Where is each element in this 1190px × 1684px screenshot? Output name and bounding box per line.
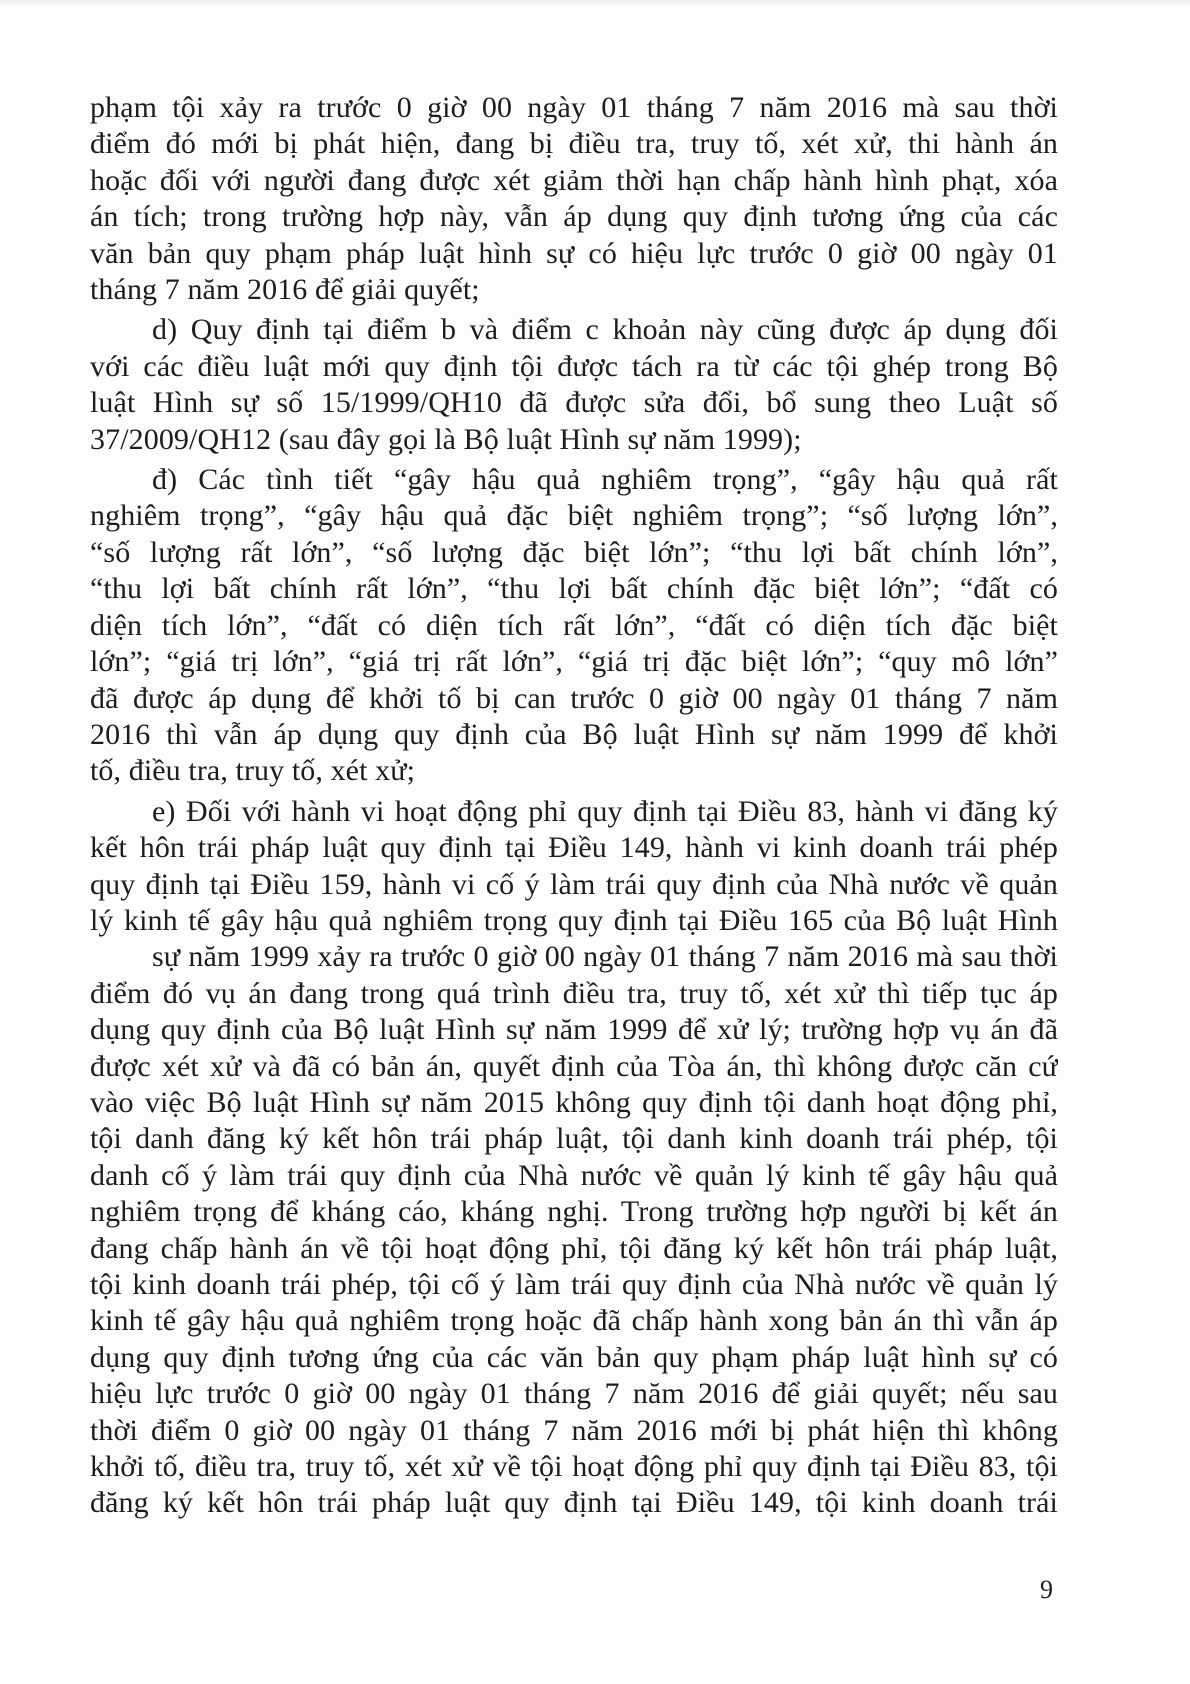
paragraph-continuation <box>90 90 1058 308</box>
text-line: được xét xử và đã có bản án, quyết định của Tòa án, thì không được căn cứ <box>90 1049 1058 1083</box>
text-line: danh cố ý làm trái quy định của Nhà nước về quản lý kinh tế gây hậu quả <box>90 1158 1058 1192</box>
text-line: sự năm 1999 xảy ra trước 0 giờ 00 ngày 01 tháng 7 năm 2016 mà sau thời <box>152 940 1058 974</box>
text-line: hoặc đối với người đang được xét giảm thời hạn chấp hành hình phạt, xóa <box>90 163 1058 197</box>
text-line: tội danh đăng ký kết hôn trái pháp luật, tội danh kinh doanh trái phép, tội <box>90 1122 1058 1156</box>
text-line: phạm tội xảy ra trước 0 giờ 00 ngày 01 tháng 7 năm 2016 mà sau thời <box>90 91 1058 124</box>
text-line: đã được áp dụng để khởi tố bị can trước 0 giờ 00 ngày 01 tháng 7 năm <box>90 681 1058 715</box>
text-line: lý kinh tế gây hậu quả nghiêm trọng quy định tại Điều 165 của Bộ luật Hình <box>90 903 1058 937</box>
text-line: hiệu lực trước 0 giờ 00 ngày 01 tháng 7 năm 2016 để giải quyết; nếu sau <box>90 1377 1058 1411</box>
text-line: tháng 7 năm 2016 để giải quyết; <box>90 273 480 307</box>
text-line: thời điểm 0 giờ 00 ngày 01 tháng 7 năm 2016 mới bị phát hiện thì không <box>90 1413 1058 1447</box>
text-line: văn bản quy phạm pháp luật hình sự có hiệu lực trước 0 giờ 00 ngày 01 <box>90 236 1058 270</box>
text-line: đ) Các tình tiết “gây hậu quả nghiêm trọng”, “gây hậu quả rất <box>152 463 1058 497</box>
text-line: khởi tố, điều tra, truy tố, xét xử về tội hoạt động phỉ quy định tại Điều 83, tội <box>90 1450 1058 1484</box>
text-line: luật Hình sự số 15/1999/QH10 đã được sửa đổi, bổ sung theo Luật số <box>90 386 1058 420</box>
text-line: tội kinh doanh trái phép, tội cố ý làm trái quy định của Nhà nước về quản lý <box>90 1268 1058 1301</box>
text-line: nghiêm trọng”, “gây hậu quả đặc biệt nghiêm trọng”; “số lượng lớn”, <box>90 499 1058 533</box>
paragraph-item-d <box>90 312 1058 458</box>
paragraph-item-e <box>90 794 1058 1522</box>
text-line: nghiêm trọng để kháng cáo, kháng nghị. Trong trường hợp người bị kết án <box>90 1195 1058 1229</box>
text-line: dụng quy định tương ứng của các văn bản quy phạm pháp luật hình sự có <box>90 1340 1058 1374</box>
text-line: án tích; trong trường hợp này, vẫn áp dụng quy định tương ứng của các <box>90 200 1058 234</box>
scan-top-edge <box>0 0 1190 8</box>
text-line: đang chấp hành án về tội hoạt động phỉ, tội đăng ký kết hôn trái pháp luật, <box>90 1231 1058 1265</box>
text-line: 37/2009/QH12 (sau đây gọi là Bộ luật Hình sự năm 1999); <box>90 422 802 456</box>
text-line: 2016 thì vẫn áp dụng quy định của Bộ luật Hình sự năm 1999 để khởi <box>90 717 1058 751</box>
text-line: e) Đối với hành vi hoạt động phỉ quy định tại Điều 83, hành vi đăng ký <box>152 794 1058 828</box>
text-line: đăng ký kết hôn trái pháp luật quy định tại Điều 149, tội kinh doanh trái <box>90 1486 1058 1520</box>
body-text <box>90 90 1058 1522</box>
paragraph-item-dd <box>90 462 1058 790</box>
text-line: kinh tế gây hậu quả nghiêm trọng hoặc đã chấp hành xong bản án thì vẫn áp <box>90 1304 1058 1338</box>
text-line: dụng quy định của Bộ luật Hình sự năm 1999 để xử lý; trường hợp vụ án đã <box>90 1013 1058 1047</box>
text-line: vào việc Bộ luật Hình sự năm 2015 không quy định tội danh hoạt động phỉ, <box>90 1085 1058 1119</box>
text-line: “thu lợi bất chính rất lớn”, “thu lợi bất chính đặc biệt lớn”; “đất có <box>90 572 1058 606</box>
text-line: với các điều luật mới quy định tội được tách ra từ các tội ghép trong Bộ <box>90 349 1058 383</box>
text-line: điểm đó vụ án đang trong quá trình điều tra, truy tố, xét xử thì tiếp tục áp <box>90 976 1058 1010</box>
text-line: tố, điều tra, truy tố, xét xử; <box>90 754 416 788</box>
text-line: “số lượng rất lớn”, “số lượng đặc biệt lớn”; “thu lợi bất chính lớn”, <box>90 535 1058 569</box>
text-line: điểm đó mới bị phát hiện, đang bị điều tra, truy tố, xét xử, thi hành án <box>90 127 1058 161</box>
text-line: d) Quy định tại điểm b và điểm c khoản này cũng được áp dụng đối <box>152 313 1058 347</box>
page-number: 9 <box>1040 1575 1053 1604</box>
text-line: kết hôn trái pháp luật quy định tại Điều 149, hành vi kinh doanh trái phép <box>90 831 1058 865</box>
text-line: lớn”; “giá trị lớn”, “giá trị rất lớn”, “giá trị đặc biệt lớn”; “quy mô lớn” <box>90 645 1058 679</box>
text-line: quy định tại Điều 159, hành vi cố ý làm trái quy định của Nhà nước về quản <box>90 867 1058 901</box>
text-line: diện tích lớn”, “đất có diện tích rất lớn”, “đất có diện tích đặc biệt <box>90 608 1058 642</box>
